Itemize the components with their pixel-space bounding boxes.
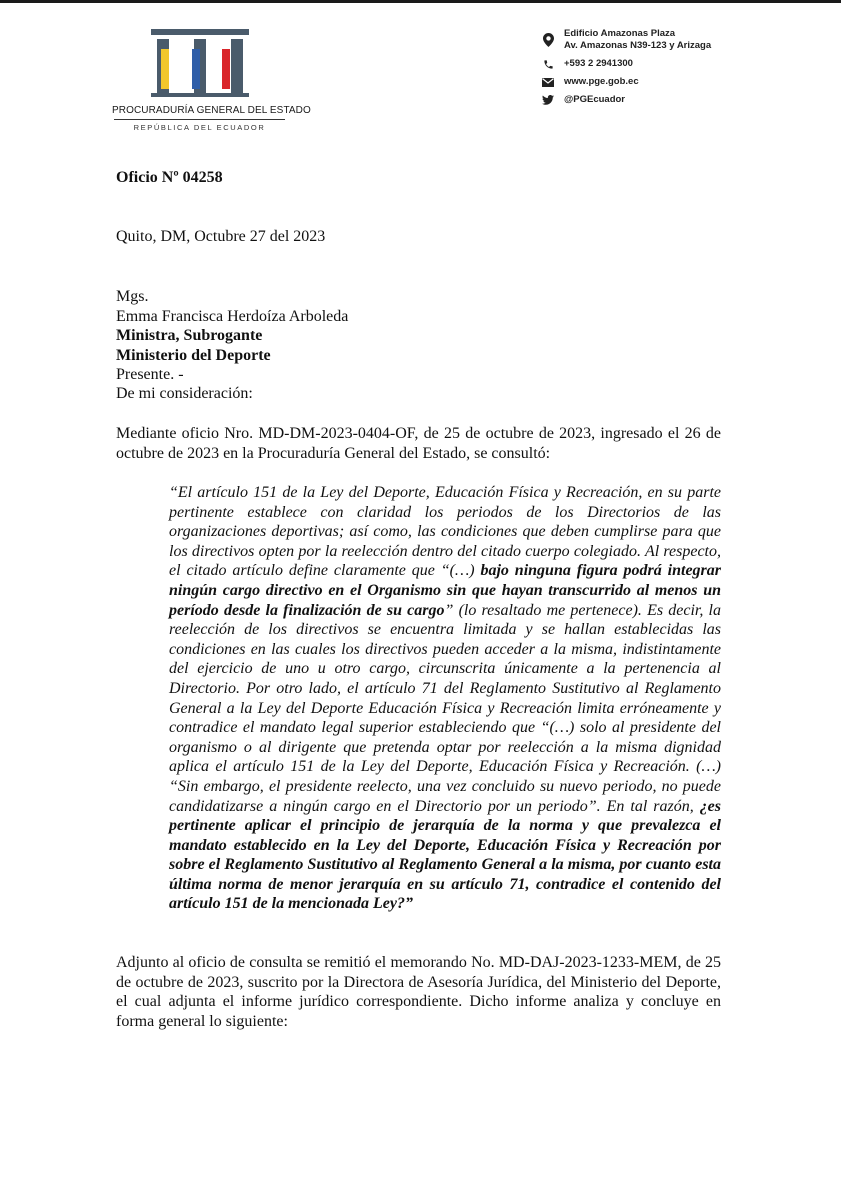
top-border: [0, 0, 841, 3]
location-pin-icon: [541, 33, 555, 47]
salutation: De mi consideración:: [116, 385, 253, 402]
recipient-title: Mgs.: [116, 288, 149, 305]
contact-block: [541, 26, 831, 106]
oficio-number: Oficio Nº 04258: [116, 169, 223, 186]
quote-part-1: “El artículo 151 de la Ley del Deporte, Educación Física y Recreación, en su parte pertinente establece con claridad los periodos de los Directorios de las organizaciones deportivas; así como, las condiciones que deben cumplirse para que los directivos opten por la reelección dentro del citado cuerpo colegiado. Al respecto, el citado artículo define claramente que “(…): [169, 484, 721, 580]
logo-institution-name: PROCURADURÍA GENERAL DEL ESTADO: [112, 105, 311, 116]
quote-bold-part-1: bajo ninguna figura podrá integrar ningún cargo directivo en el Organismo sin que hayan transcurrido al menos un período desde la finalización de su cargo: [169, 562, 722, 619]
paragraph-attachment: Adjunto al oficio de consulta se remitió el memorando No. MD-DAJ-2023-1233-MEM, de 25 de octubre de 2023, suscrito por la Directora de Asesoría Jurídica, del Ministerio del Deporte, el cual adjunta el informe jurídico correspondiente. Dicho informe analiza y concluye en forma general lo siguiente:: [116, 954, 721, 1030]
pge-emblem-icon: [112, 26, 287, 106]
recipient-institution: Ministerio del Deporte: [116, 346, 271, 364]
phone-icon: [541, 59, 555, 70]
pge-logo: [112, 26, 311, 136]
paragraph-intro: Mediante oficio Nro. MD-DM-2023-0404-OF, de 25 de octubre de 2023, ingresado el 26 de octubre de 2023 en la Procuraduría General del Estado, se consultó:: [116, 425, 721, 462]
twitter-handle[interactable]: @PGEcuador: [564, 94, 625, 105]
contact-twitter: [541, 94, 831, 106]
letter-date: Quito, DM, Octubre 27 del 2023: [116, 228, 326, 245]
consultation-quote: [169, 483, 721, 914]
twitter-icon: [541, 95, 555, 105]
logo-divider: [114, 119, 285, 120]
email-icon: [541, 78, 555, 87]
recipient-name: Emma Francisca Herdoíza Arboleda: [116, 307, 349, 325]
recipient-block: [116, 287, 721, 385]
address-line-2: Av. Amazonas N39-123 y Arizaga: [564, 40, 712, 51]
quote-bold-question: ¿es pertinente aplicar el principio de jerarquía de la norma y que prevalezca el mandato establecido en la Ley del Deporte, Educación Física y Recreación por sobre el Reglamento Sustitutivo al Reglamento General a la misma, por cuanto esta última norma de menor jerarquía en su artículo 71, contradice el contenido del artículo 151 de la mencionada Ley?”: [169, 797, 721, 913]
recipient-presente: Presente. -: [116, 366, 184, 384]
contact-web: [541, 76, 831, 88]
address-line-1: Edificio Amazonas Plaza: [564, 28, 676, 39]
contact-address: [541, 26, 831, 54]
contact-phone: [541, 58, 831, 70]
website-link[interactable]: www.pge.gob.ec: [564, 76, 639, 87]
recipient-position: Ministra, Subrogante: [116, 327, 263, 345]
quote-part-2: ” (lo resaltado me pertenece). Es decir, la reelección de los directivos se encuentra limitada y se hallan establecidas las condiciones en las cuales los directivos pueden acceder a la misma, indistintamente del ejercicio de uno u otro cargo, circunscrita únicamente a la pertenencia al Directorio. Por otro lado, el artículo 71 del Reglamento Sustitutivo al Reglamento General a la Ley del Deporte Educación Física y Recreación limita erróneamente y contradice el mandato legal superior estableciendo que “(…) solo al presidente del organismo o al dirigente que pretenda optar por reelección a la misma dignidad aplica el artículo 151 de la Ley del Deporte, Educación Física y Recreación. (…) “Sin embargo, el presidente reelecto, una vez concluido su nuevo periodo, no puede candidatizarse a ningún cargo en el Directorio por un periodo”. En tal razón,: [169, 601, 722, 815]
phone-number: +593 2 2941300: [564, 58, 633, 69]
logo-country-name: REPÚBLICA DEL ECUADOR: [133, 123, 266, 132]
